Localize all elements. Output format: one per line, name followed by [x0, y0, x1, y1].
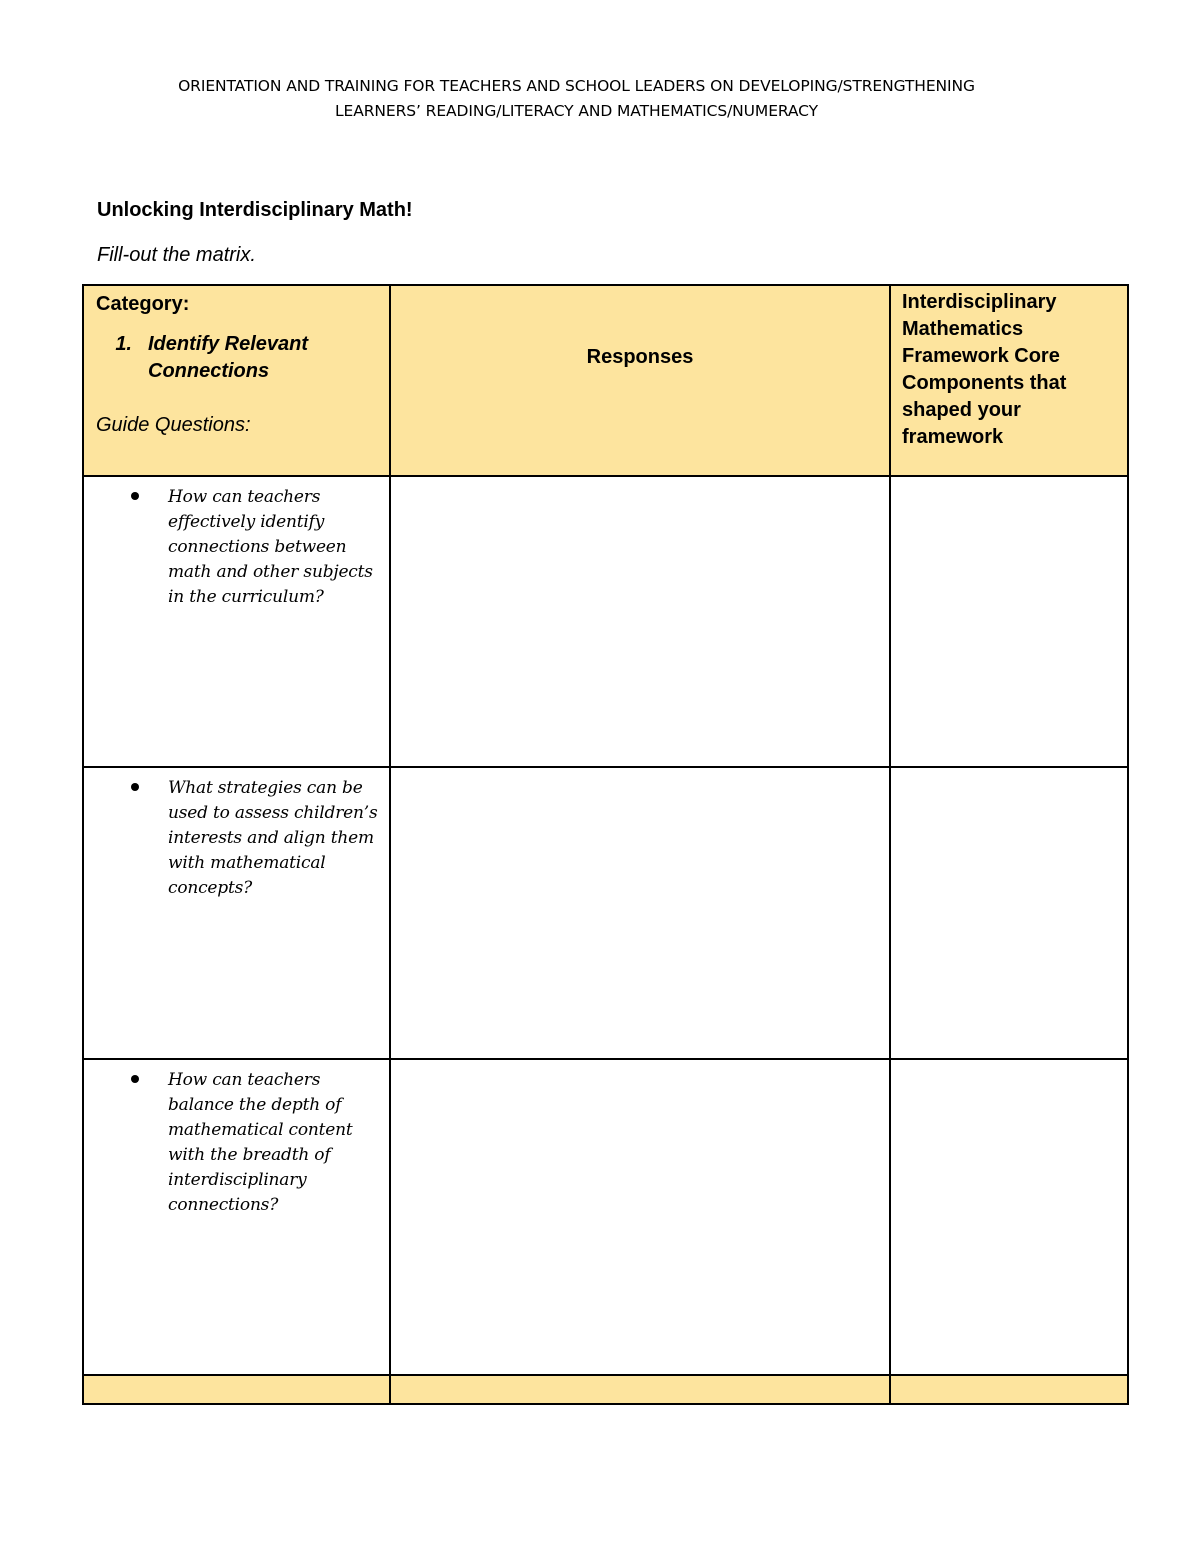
- header-line-2: LEARNERS’ READING/LITERACY AND MATHEMATICS/NUMERACY: [335, 102, 818, 120]
- matrix-table: [82, 284, 1129, 1405]
- bullet-icon: [84, 1068, 168, 1218]
- components-header-cell: Interdisciplinary Mathematics Framework Core Components that shaped your framework: [890, 285, 1128, 476]
- question-cell: [83, 476, 390, 767]
- footer-cell: [390, 1375, 890, 1404]
- category-number: 1.: [115, 333, 132, 355]
- component-cell[interactable]: [890, 476, 1128, 767]
- question-text: How can teachers balance the depth of mathematical content with the breadth of interdisciplinary connections?: [168, 1070, 353, 1215]
- response-cell[interactable]: [390, 476, 890, 767]
- component-cell[interactable]: [890, 767, 1128, 1059]
- list-item: [84, 485, 389, 610]
- list-item: [84, 776, 389, 901]
- question-text: What strategies can be used to assess children’s interests and align them with mathematical concepts?: [168, 778, 378, 898]
- footer-cell: [890, 1375, 1128, 1404]
- table-row: [83, 476, 1128, 767]
- instruction-text: Fill-out the matrix.: [97, 244, 256, 266]
- list-item: [84, 1068, 389, 1218]
- table-header-row: [83, 285, 1128, 476]
- table-footer-row: [83, 1375, 1128, 1404]
- category-header-cell: [83, 285, 390, 476]
- header-line-1: ORIENTATION AND TRAINING FOR TEACHERS AND SCHOOL LEADERS ON DEVELOPING/STRENGTHENING: [178, 77, 975, 95]
- document-header: [0, 74, 1153, 124]
- category-item: [96, 331, 389, 385]
- guide-questions-label: Guide Questions:: [96, 414, 251, 436]
- question-cell: [83, 1059, 390, 1375]
- responses-header-cell: Responses: [390, 285, 890, 476]
- question-text: How can teachers effectively identify connections between math and other subjects in the curriculum?: [168, 487, 373, 607]
- question-cell: [83, 767, 390, 1059]
- category-label: Category:: [96, 293, 190, 315]
- table-row: [83, 767, 1128, 1059]
- footer-cell: [83, 1375, 390, 1404]
- response-cell[interactable]: [390, 1059, 890, 1375]
- response-cell[interactable]: [390, 767, 890, 1059]
- table-row: [83, 1059, 1128, 1375]
- bullet-icon: [84, 776, 168, 901]
- page-title: Unlocking Interdisciplinary Math!: [97, 199, 413, 221]
- category-item-text: Identify Relevant Connections: [148, 333, 309, 382]
- component-cell[interactable]: [890, 1059, 1128, 1375]
- bullet-icon: [84, 485, 168, 610]
